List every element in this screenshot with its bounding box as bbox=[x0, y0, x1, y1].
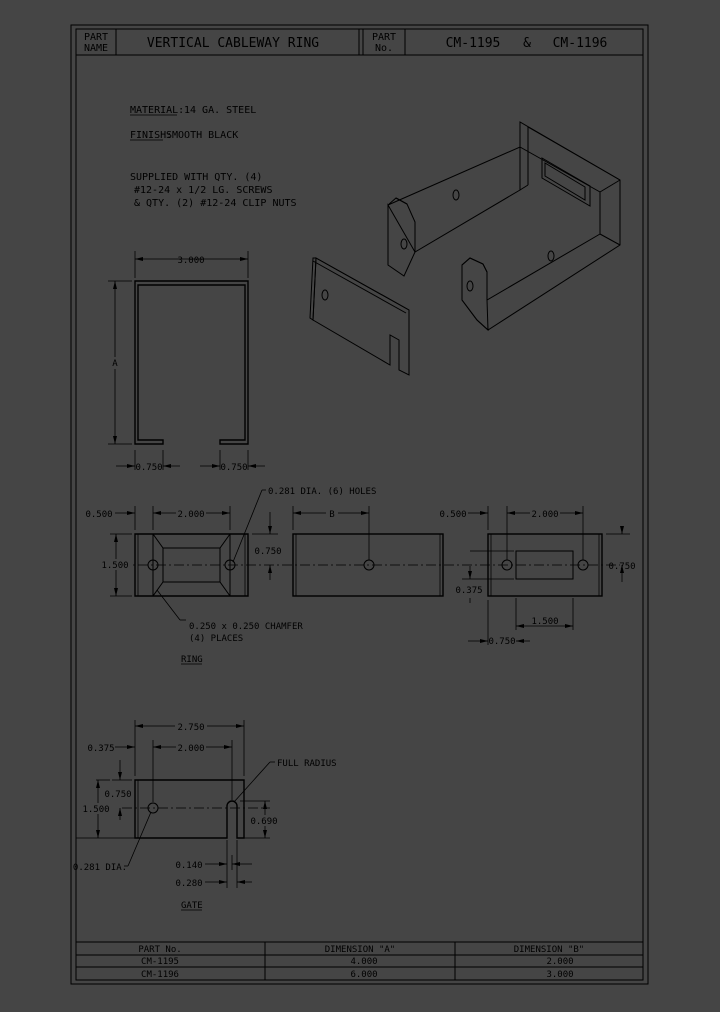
notes bbox=[130, 105, 297, 209]
finish-label: FINISH: bbox=[130, 130, 173, 141]
ring-slot-width: 1.500 bbox=[531, 617, 559, 627]
profile-view bbox=[108, 251, 265, 473]
ring-holes-note: 0.281 DIA. (6) HOLES bbox=[268, 487, 377, 497]
isometric-view bbox=[310, 122, 620, 375]
ring-label: RING bbox=[181, 655, 203, 665]
profile-lip-right: 0.750 bbox=[220, 463, 248, 473]
ring-left-edge: 0.500 bbox=[85, 510, 113, 520]
gate-hole-dia: 0.281 DIA. bbox=[72, 863, 128, 873]
material-label: MATERIAL: bbox=[130, 105, 185, 116]
ring-slot-offset: 0.375 bbox=[455, 586, 483, 596]
profile-lip-left: 0.750 bbox=[135, 463, 163, 473]
table-header-dim-a: DIMENSION "A" bbox=[324, 945, 396, 955]
ring-chamfer-1: 0.250 x 0.250 CHAMFER bbox=[189, 622, 303, 632]
title-block bbox=[76, 29, 643, 55]
table-cell: CM-1195 bbox=[141, 957, 179, 967]
gate-height: 1.500 bbox=[82, 805, 110, 815]
gate-slot-depth: 0.690 bbox=[250, 817, 278, 827]
table-cell: 3.000 bbox=[546, 970, 574, 980]
ring-hole-height: 0.750 bbox=[254, 547, 282, 557]
gate-hole-height: 0.750 bbox=[104, 790, 132, 800]
material-value: 14 GA. STEEL bbox=[184, 105, 257, 116]
gate-width: 2.750 bbox=[177, 723, 205, 733]
profile-height: A bbox=[112, 359, 118, 369]
profile-width: 3.000 bbox=[177, 256, 205, 266]
part-no-1: CM-1195 bbox=[445, 36, 501, 51]
ring-views bbox=[85, 487, 635, 665]
ring-b-dim: B bbox=[329, 510, 335, 520]
ring-left-span: 2.000 bbox=[177, 510, 205, 520]
table-header-dim-b: DIMENSION "B" bbox=[513, 945, 585, 955]
table-cell: 6.000 bbox=[350, 970, 378, 980]
table-cell: CM-1196 bbox=[141, 970, 179, 980]
gate-slot-offset: 0.280 bbox=[175, 879, 203, 889]
dimension-table bbox=[76, 942, 643, 980]
table-header-part: PART No. bbox=[138, 945, 182, 955]
part-no-label-1: PART bbox=[371, 32, 397, 43]
ring-right-span: 2.000 bbox=[531, 510, 559, 520]
finish-value: SMOOTH BLACK bbox=[166, 130, 239, 141]
gate-slot-width: 0.140 bbox=[175, 861, 203, 871]
supplied-line-1: SUPPLIED WITH QTY. (4) bbox=[130, 172, 263, 183]
table-cell: 4.000 bbox=[350, 957, 378, 967]
ring-right-edge: 0.500 bbox=[439, 510, 467, 520]
ring-height: 1.500 bbox=[101, 561, 129, 571]
gate-full-radius: FULL RADIUS bbox=[277, 759, 337, 769]
gate-span: 2.000 bbox=[177, 744, 205, 754]
part-name-label-1: PART bbox=[83, 32, 109, 43]
part-no-label-2: No. bbox=[374, 43, 394, 54]
gate-edge: 0.375 bbox=[87, 744, 115, 754]
part-no-2: CM-1196 bbox=[552, 36, 608, 51]
table-cell: 2.000 bbox=[546, 957, 574, 967]
part-name-label-2: NAME bbox=[83, 43, 109, 54]
gate-label: GATE bbox=[181, 901, 203, 911]
ring-chamfer-2: (4) PLACES bbox=[189, 634, 244, 644]
supplied-line-3: & QTY. (2) #12-24 CLIP NUTS bbox=[134, 198, 297, 209]
gate-view bbox=[73, 720, 337, 911]
ring-slot-pos: 0.750 bbox=[488, 637, 516, 647]
ring-right-hole-height: 0.750 bbox=[608, 562, 636, 572]
amp-sign: & bbox=[523, 36, 531, 51]
supplied-line-2: #12-24 x 1/2 LG. SCREWS bbox=[134, 185, 273, 196]
part-name: VERTICAL CABLEWAY RING bbox=[146, 36, 320, 51]
